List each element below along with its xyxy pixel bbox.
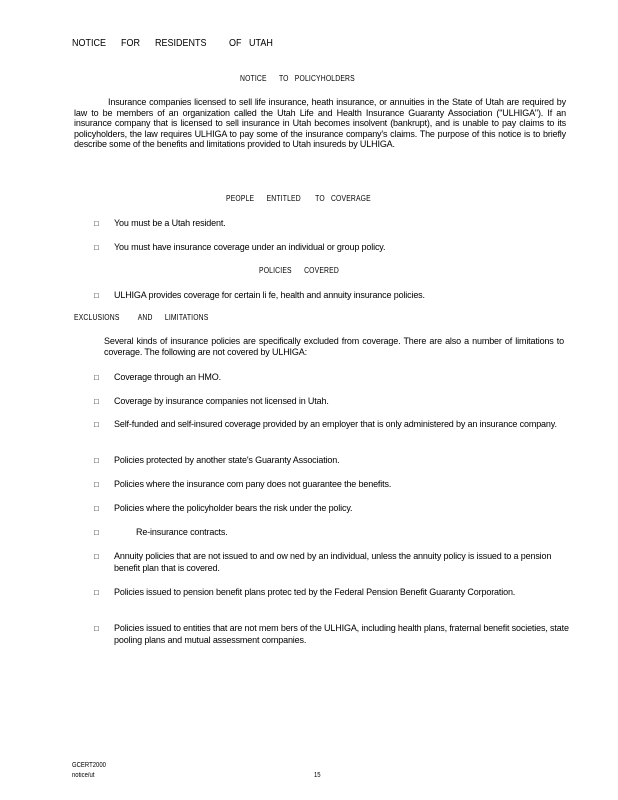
bullet-icon: □ — [94, 480, 99, 489]
bullet-icon: □ — [94, 504, 99, 513]
bullet-icon: □ — [94, 552, 99, 561]
intro-paragraph — [74, 97, 566, 150]
notice-heading: NOTICE TO POLICYHOLDERS — [240, 74, 355, 83]
exclusion-item-8: □ Annuity policies that are not issued to and ow ned by an individual, unless the annuity policy is issued to a pension benefit plan that is covered. — [94, 551, 552, 573]
exclusion-item-9: □ Policies issued to pension benefit plans protec ted by the Federal Pension Benefit Guaranty Corporation. — [94, 587, 516, 597]
bullet-icon: □ — [94, 243, 99, 252]
bullet-icon: □ — [94, 624, 99, 633]
exclusion-item-6: □ Policies where the policyholder bears the risk under the policy. — [94, 503, 353, 513]
bullet-icon: □ — [94, 528, 99, 537]
bullet-icon: □ — [94, 456, 99, 465]
bullet-icon: □ — [94, 420, 99, 429]
exclusion-item-10: □ Policies issued to entities that are not mem bers of the ULHIGA, including health plans, fraternal benefit societies, state pooling plans and mutual assessment companies. — [94, 623, 569, 645]
policies-item-1: □ ULHIGA provides coverage for certain li fe, health and annuity insurance policies. — [94, 290, 425, 300]
exclusion-item-2: □ Coverage by insurance companies not licensed in Utah. — [94, 396, 329, 406]
exclusions-heading: EXCLUSIONS AND LIMITATIONS — [74, 313, 209, 322]
people-item-2: □ You must have insurance coverage under an individual or group policy. — [94, 242, 386, 252]
bullet-icon: □ — [94, 219, 99, 228]
bullet-icon: □ — [94, 588, 99, 597]
intro-text: Insurance companies licensed to sell life insurance, heath insurance, or annuities in the State of Utah are required by law to be members of an organization called the Utah Life and Health Insurance Guaranty Association ("ULHIGA"). If an insurance company that is licensed to sell insurance in Utah becomes insolvent (bankrupt), and is unable to pay claims to its policyholders, the law requires ULHIGA to pay some of the insurance company's claims. The purpose of this notice is to briefly describe some of the benefits and limitations provided to Utah insureds by ULHIGA. — [74, 97, 566, 150]
exclusion-item-4: □ Policies protected by another state's Guaranty Association. — [94, 455, 340, 465]
footer-form-name: notice/ut — [72, 772, 95, 779]
bullet-icon: □ — [94, 397, 99, 406]
footer-form-code: GCERT2000 — [72, 762, 106, 769]
policies-heading: POLICIES COVERED — [259, 266, 339, 275]
exclusion-item-3: □ Self-funded and self-insured coverage provided by an employer that is only administered by an insurance company. — [94, 419, 557, 429]
footer-page-number: 15 — [314, 772, 321, 779]
people-heading: PEOPLE ENTITLED TO COVERAGE — [226, 194, 371, 203]
bullet-icon: □ — [94, 291, 99, 300]
people-item-1: □ You must be a Utah resident. — [94, 218, 226, 228]
exclusions-intro: Several kinds of insurance policies are specifically excluded from coverage. There are also a number of limitations to coverage. The following are not covered by ULHIGA: — [104, 336, 564, 357]
exclusion-item-7: □ Re-insurance contracts. — [94, 527, 228, 537]
page-title: NOTICE FOR RESIDENTS OF UTAH — [72, 38, 273, 49]
bullet-icon: □ — [94, 373, 99, 382]
exclusion-item-5: □ Policies where the insurance com pany does not guarantee the benefits. — [94, 479, 392, 489]
exclusion-item-1: □ Coverage through an HMO. — [94, 372, 221, 382]
